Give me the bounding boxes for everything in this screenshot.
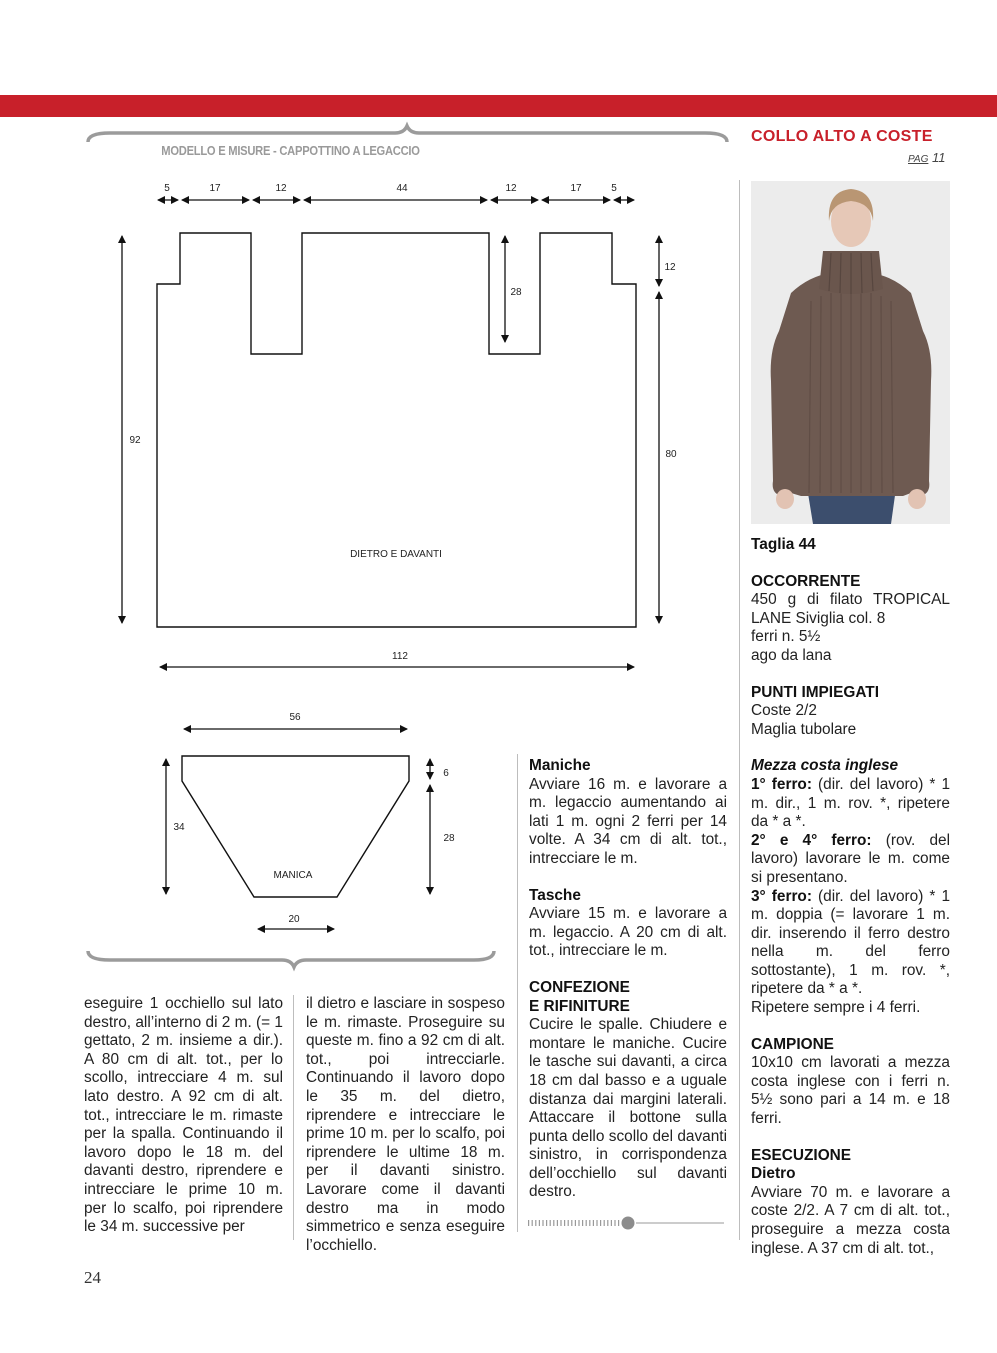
- punti-item: Coste 2/2: [751, 702, 817, 720]
- text-column-2: [306, 995, 505, 1255]
- paragraph: Avviare 15 m. e lavorare a m. legaccio. A 20 cm di alt. tot., intrecciare le m.: [529, 905, 727, 960]
- dim-right-80: 80: [665, 449, 677, 460]
- paragraph: il dietro e lasciare in sospeso le m. rimaste. Proseguire su queste m. fino a 92 cm di alt. tot., poi intrecciarle. Continuando il lavoro dopo le 35 m. del dietro, riprendere e intrecciare le prime 10 m. per lo scalfo, poi riprendere le ultime 18 m. per il davanti sinistro. Lavorare come il davanti destro ma in modo simmetrico e senza eseguire l’occhiello.: [306, 995, 505, 1254]
- paragraph: Avviare 70 m. e lavorare a coste 2/2. A 7 cm di alt. tot., proseguire a mezza costa inglese. A 37 cm di alt. tot.,: [751, 1183, 950, 1257]
- heading-maniche: Maniche: [529, 757, 591, 774]
- pag-number: 11: [932, 150, 946, 165]
- body-outline: [157, 233, 636, 627]
- dim-sleeve-28: 28: [443, 833, 455, 844]
- occorrente-item: ferri n. 5½: [751, 628, 821, 646]
- paragraph: Cucire le spalle. Chiudere e montare le maniche. Cucire le tasche sui davanti, a circa 18 cm dal basso e a uguale distanza dai margini laterali. Attaccare il bottone sulla punta dello scollo del davanti sinistro, in corrispondenza dell’occhiello sul davanti destro.: [529, 1016, 727, 1201]
- dim-top-12b: 12: [505, 183, 517, 194]
- dim-sleeve-20: 20: [288, 914, 300, 925]
- top-brace: [88, 126, 727, 142]
- page-number: 24: [84, 1268, 101, 1287]
- heading-punti: PUNTI IMPIEGATI: [751, 683, 879, 701]
- page-reference: [908, 150, 946, 165]
- dim-top-5a: 5: [164, 183, 170, 194]
- dim-left-92: 92: [129, 435, 141, 446]
- paragraph: 10x10 cm lavorati a mezza costa inglese con i ferri n. 5½ sono pari a 14 m. e 18 ferri.: [751, 1054, 950, 1128]
- punti-item: Maglia tubolare: [751, 720, 857, 738]
- text-column-3: [529, 757, 727, 1202]
- section-title: MODELLO E MISURE - CAPPOTTINO A LEGACCIO: [161, 143, 420, 158]
- pag-label: PAG: [908, 154, 929, 165]
- dim-sleeve-34: 34: [173, 822, 185, 833]
- heading-campione: CAMPIONE: [751, 1035, 834, 1053]
- bottom-brace: [88, 951, 494, 967]
- sidebar-text: [751, 536, 950, 1258]
- occorrente-item: ago da lana: [751, 646, 832, 664]
- row-2-4: [751, 832, 950, 888]
- heading-esecuzione: ESECUZIONE: [751, 1146, 852, 1164]
- row-3: [751, 888, 950, 1000]
- heading-dietro: Dietro: [751, 1165, 796, 1183]
- model-photo: [751, 181, 950, 524]
- dim-bottom-112: 112: [392, 651, 408, 662]
- row-text: (rov. del lavoro) lavorare le m. come si presentano.: [751, 831, 950, 886]
- dim-right-12: 12: [664, 262, 676, 273]
- dim-inner-28: 28: [510, 287, 522, 298]
- dim-top-44: 44: [396, 183, 408, 194]
- dim-sleeve-6: 6: [443, 768, 449, 779]
- row-label: 1° ferro:: [751, 775, 812, 793]
- dim-top-12a: 12: [275, 183, 287, 194]
- dim-top-17b: 17: [570, 183, 582, 194]
- row-label: 3° ferro:: [751, 887, 812, 905]
- heading-mezza-costa: Mezza costa inglese: [751, 757, 899, 775]
- heading-rifiniture: E RIFINITURE: [529, 997, 630, 1015]
- column-rule: [739, 180, 740, 1240]
- sidebar-title: COLLO ALTO A COSTE: [751, 128, 933, 145]
- dim-top-17a: 17: [209, 183, 221, 194]
- dim-sleeve-56: 56: [289, 712, 301, 723]
- repeat-note: Ripetere sempre i 4 ferri.: [751, 999, 921, 1017]
- occorrente-item: 450 g di filato TROPICAL LANE Siviglia col. 8: [751, 591, 950, 627]
- paragraph: Avviare 16 m. e lavorare a m. legaccio aumentando ai lati 1 m. ogni 2 ferri per 14 volte. A 34 cm di alt. tot., intrecciare le m.: [529, 775, 727, 867]
- row-text: (dir. del lavoro) * 1 m. doppia (= lavorare 1 m. dir. inserendo il ferro destro nella m. del ferro sottostante), 1 m. rov. *, ripetere da * a *.: [751, 887, 951, 998]
- row-label: 2° e 4° ferro:: [751, 831, 872, 849]
- column-rule: [517, 754, 518, 1232]
- heading-confezione: CONFEZIONE: [529, 978, 630, 996]
- column-rule: [293, 995, 294, 1240]
- dim-top-5b: 5: [611, 183, 617, 194]
- row-1: [751, 776, 950, 832]
- body-label: DIETRO E DAVANTI: [350, 549, 442, 560]
- end-ornament: [528, 1217, 724, 1230]
- text-column-1: [84, 995, 283, 1237]
- heading-tasche: Tasche: [529, 886, 581, 904]
- sleeve-label: MANICA: [273, 870, 313, 881]
- heading-occorrente: OCCORRENTE: [751, 572, 861, 590]
- taglia: Taglia 44: [751, 536, 816, 553]
- paragraph: eseguire 1 occhiello sul lato destro, all’interno di 2 m. (= 1 gettato, 2 m. insieme a dir.). A 80 cm di alt. tot., per lo scollo, intrecciare 4 m. sul lato destro. A 92 cm di alt. tot., intrecciare le m. rimaste per la spalla. Continuando il lavoro dopo le 18 m. del davanti destro, riprendere e intrecciare le prime 10 m. per lo scalfo, poi riprendere le 34 m. successive per: [84, 995, 283, 1236]
- row-text: (dir. del lavoro) * 1 m. dir., 1 m. rov. *, ripetere da * a *.: [751, 775, 951, 831]
